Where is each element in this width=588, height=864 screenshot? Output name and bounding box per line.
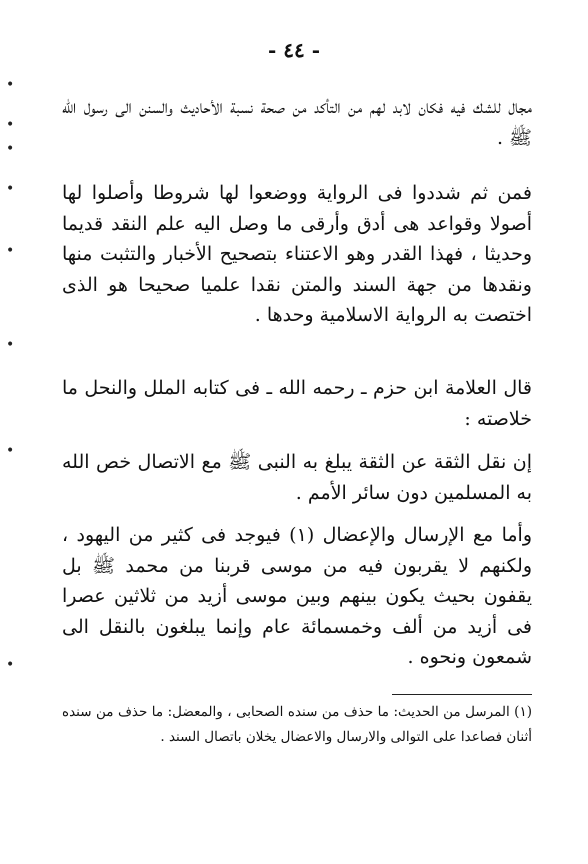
footnote-divider (392, 694, 532, 695)
margin-dot-mark: • (6, 117, 15, 133)
paragraph-4: إن نقل الثقة عن الثقة يبلغ به النبى ﷺ مع الاتصال خص الله به المسلمين دون سائر الأمم . (62, 451, 532, 504)
margin-dot-mark: • (6, 141, 15, 157)
margin-dot-mark: • (6, 181, 15, 197)
margin-dot-mark: • (6, 243, 15, 259)
footnote: (١) المرسل من الحديث: ما حذف من سنده الصحابى ، والمعضل: ما حذف من سنده أثنان فصاعدا على التوالى والارسال والاعضال يخلان باتصال السند . (62, 704, 532, 745)
margin-dot-mark: • (6, 657, 15, 673)
paragraph-3: قال العلامة ابن حزم ـ رحمه الله ـ فى كتابه الملل والنحل ما خلاصته : (62, 377, 532, 430)
margin-dot-mark: • (6, 337, 15, 353)
page-number: - ٤٤ - (267, 38, 320, 62)
margin-dot-mark: • (6, 77, 15, 93)
paragraph-5: وأما مع الإرسال والإعضال (١) فيوجد فى كثير من اليهود ، ولكنهم لا يقربون فيه من موسى قربنا من محمد ﷺ بل يقفون بحيث يكون بينهم وبين موسى أزيد من ثلاثين عصرا فى أزيد من ألف وخمسمائة عام وإنما يبلغون بالنقل الى شمعون ونحوه . (62, 524, 532, 668)
paragraph-2: فمن ثم شددوا فى الرواية ووضعوا لها شروطا وأصلوا لها أصولا وقواعد هى أدق وأرقى ما وصل اليه علم النقد قديما وحديثا ، فهذا القدر وهو الاعتناء بتصحيح الأخبار والتثبت منها ونقدها من جهة السند والمتن نقدا علميا صحيحا هو الذى اختصت به الرواية الاسلامية وحدها . (62, 182, 532, 326)
paragraph-1: مجال للشك فيه فكان لابد لهم من التأكد من صحة نسبة الأحاديث والسنن الى رسول الله ﷺ . (62, 96, 532, 149)
margin-dot-mark: • (6, 443, 15, 459)
